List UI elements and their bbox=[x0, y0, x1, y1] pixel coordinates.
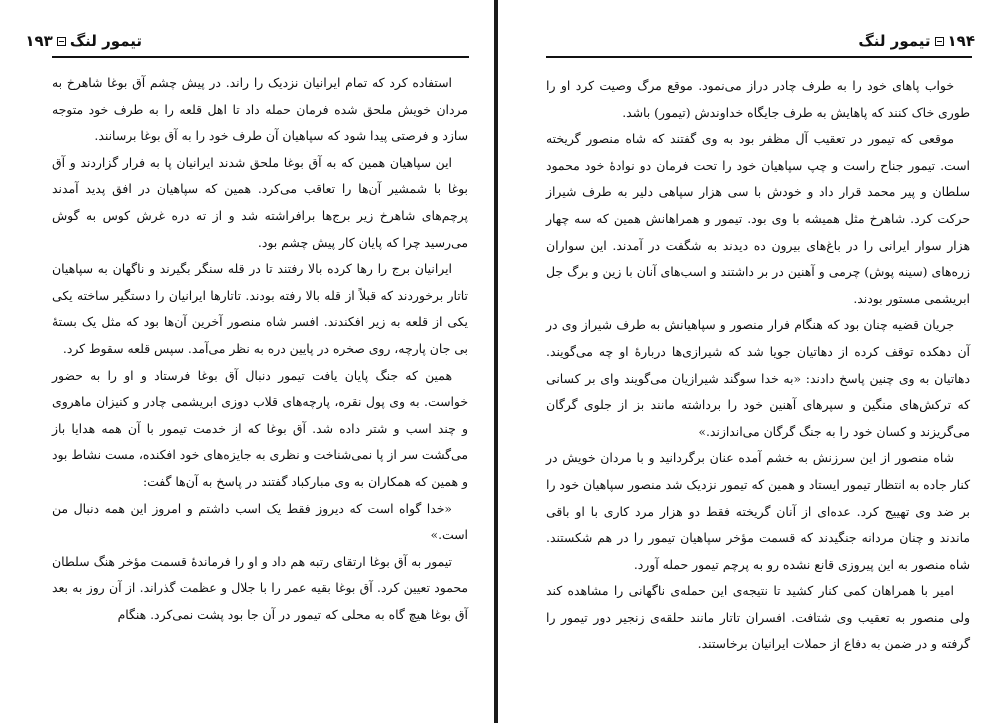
left-page-header bbox=[25, 30, 142, 52]
right-page-header bbox=[858, 30, 975, 52]
right-page-number: ۱۹۴ bbox=[947, 32, 975, 50]
paragraph: موقعی که تیمور در تعقیب آل مظفر بود به وی گفتند که شاه منصور گریخته است. تیمور جناح راست و چپ سپاهیان خود را تحت فرمان دو نوادهٔ خود محمود سلطان و پیر محمد قرار داد و خودش با سی هزار سپاهی دلیر به طرف شیراز حرکت کرد. شاهرخ مثل همیشه با وی بود. تیمور و همراهانش همین که سه چهار هزار سوار ایرانی را در باغ‌های بیرون ده دیدند به شگفت در آمدند. این سواران زره‌های (سینه پوش) چرمی و آهنین در بر داشتند و اسب‌های آنان با زین و برگ جل ابریشمی مستور بودند. bbox=[546, 131, 970, 306]
paragraph: جریان قضیه چنان بود که هنگام فرار منصور و سپاهیانش به طرف شیراز وی در آن دهکده توقف کرده از دهاتیان جویا شد که شیرازی‌ها دربارهٔ او چه می‌گویند. دهاتیان به وی چنین پاسخ دادند: «به خدا سوگند شیرازیان می‌گویند وای بر کسانی که ترکش‌های منگین و سپرهای آهنین خود را برداشته مانند بز از جلوی گرگان می‌گریزند و کسان خود را به جنگ گرگان می‌اندازند.» bbox=[546, 317, 970, 439]
paragraph: ایرانیان برج را رها کرده بالا رفتند تا در قله سنگر بگیرند و ناگهان به سپاهیان تاتار برخوردند که قبلاً از قله بالا رفته بودند. تاتارها ایرانیان را دستگیر ساخته یکی یکی از قلعه به زیر افکندند. افسر شاه منصور آخرین آن‌ها بود که مثل یک بستهٔ بی جان پارچه، روی صخره در پایین دره به نظر می‌آمد. سپس قلعه سقوط کرد. bbox=[52, 261, 468, 356]
paragraph: «خدا گواه است که دیروز فقط یک اسب داشتم و امروز این همه دنبال من است.» bbox=[52, 500, 468, 543]
left-page bbox=[0, 0, 494, 723]
right-header-title: تیمور لنگ bbox=[858, 32, 931, 50]
paragraph: امیر با همراهان کمی کنار کشید تا نتیجه‌ی این حمله‌ی ناگهانی را مشاهده کند ولی منصور به تعقیب وی شتافت. افسران تاتار مانند حلقه‌ی زنجیر دور تیمور را گرفته و در ضمن به دفاع از حملات ایرانیان برخاستند. bbox=[546, 583, 970, 652]
paragraph: همین که جنگ پایان یافت تیمور دنبال آق بوغا فرستاد و او را به حضور خواست. به وی پول نقره، پارچه‌های قلاب دوزی ابریشمی چادر و کنیزان ماهروی و چند اسب و شتر داده شد. آق بوغا که از خدمت تیمور با آن همه هدایا باز می‌گشت سر از پا نمی‌شناخت و نظری به جایزه‌های خود افکنده، مست نشاط بود و همین که همکاران به وی مبارکباد گفتند در پاسخ به آن‌ها گفت: bbox=[52, 367, 468, 489]
paragraph: خواب پاهای خود را به طرف چادر دراز می‌نمود. موقع مرگ وصیت کرد او را طوری خاک کنند که پاهایش به طرف جایگاه خداوندش (تیمور) باشد. bbox=[546, 78, 970, 120]
paragraph: تیمور به آق بوغا ارتقای رتبه هم داد و او را فرماندهٔ قسمت مؤخر هنگ سلطان محمود تعیین کرد. آق بوغا بقیه عمر را با جلال و عظمت گذراند. از آن روز به بعد آق بوغا هیچ گاه به محلی که تیمور در آن جا بود پشت نمی‌کرد. هنگام bbox=[52, 553, 468, 622]
left-header-rule bbox=[52, 56, 469, 58]
paragraph: شاه منصور از این سرزنش به خشم آمده عنان برگردانید و با مردان خویش در کنار جاده به انتظار تیمور ایستاد و همین که تیمور نزدیک شد منصور سپاهیان خود را بر ضد وی تهییج کرد. عده‌ای از آنان گریخته فقط دو هزار مرد کاری با او باقی ماندند و چنان مردانه جنگیدند که قسمت مؤخر سپاهیان تیمور را در هم شکستند. شاه منصور به این پیروزی قانع نشده رو به پرچم تیمور حمله آورد. bbox=[546, 450, 970, 572]
left-page-body bbox=[52, 70, 468, 628]
paragraph: این سپاهیان همین که به آق بوغا ملحق شدند ایرانیان پا به فرار گزاردند و آق بوغا با شمشیر آن‌ها را تعاقب می‌کرد. همین که سپاهیان در افق پدید آمدند پرچم‌های شاهرخ زیر برج‌ها برافراشته شد و از ته دره غرش کوس به گوش می‌رسید چرا که پایان کار پیش چشم بود. bbox=[52, 154, 468, 250]
paragraph: استفاده کرد که تمام ایرانیان نزدیک را راند. در پیش چشم آق بوغا شاهرخ به مردان خویش ملحق شده فرمان حمله داد تا اهل قلعه را به طرف خود متوجه سازد و فرصتی پیدا شود که سپاهیان آن طرف خود را به آق بوغا برسانند. bbox=[52, 75, 468, 144]
right-page bbox=[498, 0, 993, 723]
left-page-number: ۱۹۳ bbox=[25, 32, 53, 50]
left-header-title: تیمور لنگ bbox=[69, 32, 142, 50]
header-ornament-icon bbox=[57, 37, 66, 46]
header-ornament-icon bbox=[935, 37, 944, 46]
right-header-rule bbox=[546, 56, 972, 58]
right-page-body bbox=[546, 73, 970, 658]
